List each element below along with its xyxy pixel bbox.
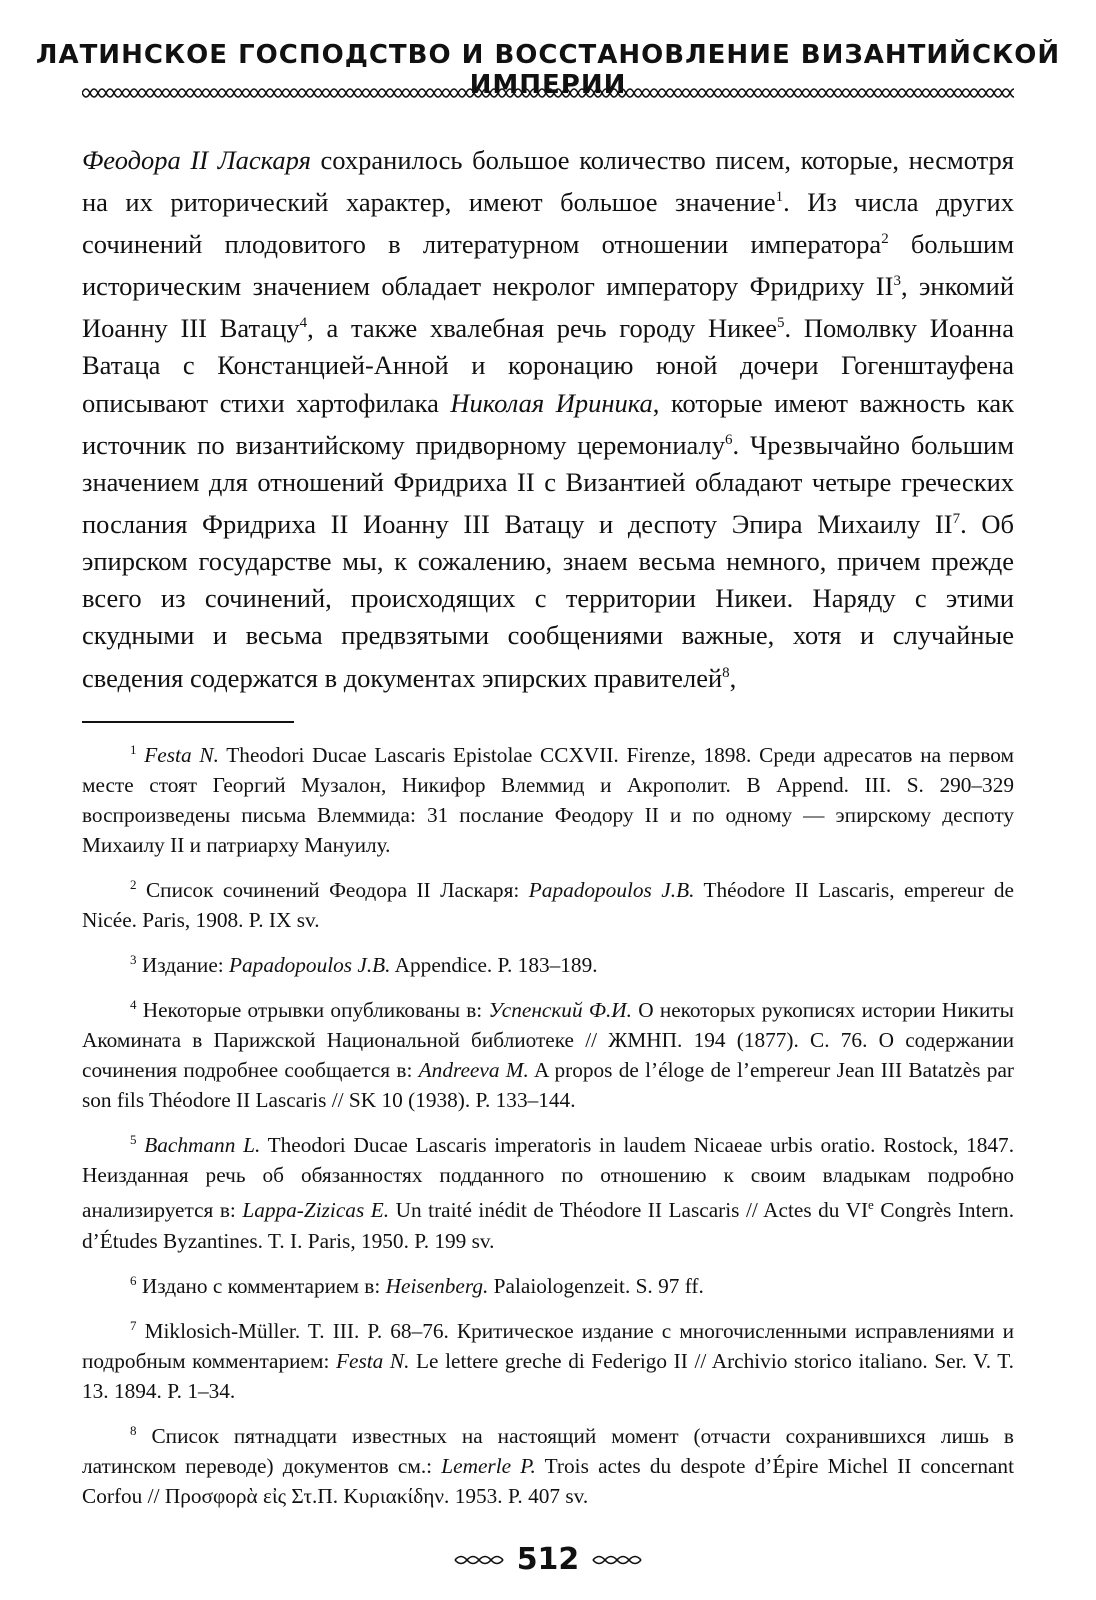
text-run: Список пятнадцати известных на настоящий момент (отчасти сохранившихся лишь в латинском переводе) документов см.: (82, 1423, 1014, 1478)
text-run: , которые имеют важность как источник по византийскому придворному церемониалу (82, 387, 1014, 460)
italic-text: Lemerle P. (441, 1453, 536, 1478)
text-run: . Чрезвычайно большим значением для отношений Фридриха II с Византией обладают четыре греческих послания Фридриха II Иоанну III Ватацу и деспоту Эпира Михаилу II (82, 429, 1014, 539)
text-run: . Из числа других сочинений плодовитого в литературном отношении императора (82, 187, 1014, 260)
footnote-1 (82, 735, 1014, 860)
text-run: Некоторые отрывки опубликованы в: (136, 998, 489, 1023)
note-ref: 1 (130, 742, 137, 757)
text-run: Théodore II Lascaris, empereur de Nicée. Paris, 1908. P. IX sv. (82, 878, 1014, 933)
text-run: A propos de l’éloge de l’empereur Jean III Batatzès par son fils Théodore II Lascaris // SK 10 (1938). P. 133–144. (82, 1058, 1014, 1113)
note-ref: 4 (130, 997, 137, 1013)
text-run: Список сочинений Феодора II Ласкаря: (136, 878, 529, 903)
footnote-7 (82, 1311, 1014, 1406)
italic-text: Lappa-Zizicas E. (242, 1198, 390, 1223)
text-run: большим историческим значением обладает некролог императору Фридриху II (82, 229, 1014, 302)
footnote-6 (82, 1266, 1014, 1301)
italic-text: Bachmann L. (144, 1133, 261, 1158)
text-run: Издание: (136, 953, 230, 978)
footnotes (82, 735, 1014, 1521)
main-paragraph (82, 142, 1014, 697)
folio-ornament-right (591, 1552, 643, 1568)
footnote-5 (82, 1125, 1014, 1255)
footnote-3 (82, 945, 1014, 980)
note-ref: 7 (130, 1317, 137, 1333)
folio-ornament-left (453, 1552, 505, 1568)
text-run: Le lettere greche di Federigo II // Archivio storico italiano. Ser. V. T. 13. 1894. P. 1–34. (82, 1348, 1014, 1403)
text-run: О некоторых рукописях истории Никиты Акомината в Парижской Национальной библиотеке // ЖМНП. 194 (1877). С. 76. О содержании сочинения подробнее сообщается в: (82, 998, 1014, 1083)
text-run: . Помолвку Иоанна Ватаца с Констанцией-Анной и коронацию юной дочери Гогенштауфена описывают стихи хартофилака (82, 313, 1014, 418)
note-ref: 3 (893, 273, 901, 290)
footnote-8 (82, 1416, 1014, 1511)
footnote-2 (82, 870, 1014, 935)
note-ref: 5 (777, 315, 785, 332)
note-ref: 2 (130, 877, 137, 893)
note-ref: 6 (130, 1272, 137, 1288)
text-run: , а также хвалебная речь городу Никее (307, 313, 778, 344)
footnote-4 (82, 990, 1014, 1115)
text-run: Theodori Ducae Lascaris imperatoris in laudem Nicaeae urbis oratio. Rostock, 1847. Неизданная речь об обязанностях подданного по отношению к своим владыкам подробно анализируется в: (82, 1133, 1015, 1223)
italic-text: Papadopoulos J.B. (528, 878, 695, 903)
italic-text: Festa N. (144, 743, 219, 768)
note-ref: 4 (299, 315, 308, 332)
text-run: Trois actes du despote d’Épire Michel II concernant Corfou // Προσφορὰ εἰς Στ.Π. Κυριακίδην. 1953. P. 407 sv. (82, 1453, 1014, 1508)
main-text (82, 142, 1014, 697)
note-ref: 6 (725, 431, 733, 448)
text-run: Palaiologenzeit. S. 97 ff. (488, 1273, 704, 1298)
text-run: Appendice. P. 183–189. (390, 953, 598, 978)
running-header-title: ЛАТИНСКОЕ ГОСПОДСТВО И ВОССТАНОВЛЕНИЕ ВИЗАНТИЙСКОЙ (35, 40, 1061, 70)
italic-text: Феодора II Ласкаря (82, 145, 311, 175)
italic-text: Успенский Ф.И. (488, 998, 632, 1023)
note-ref: e (868, 1197, 874, 1213)
italic-text: Andreeva M. (418, 1058, 529, 1083)
text-run: Congrès Intern. d’Études Byzantines. T. I. Paris, 1950. P. 199 sv. (82, 1198, 1015, 1253)
footnote-separator (82, 721, 294, 723)
italic-text: Festa N. (336, 1348, 410, 1373)
header-ornament-band (82, 84, 1014, 102)
note-ref: 3 (130, 952, 137, 968)
italic-text: Papadopoulos J.B. (229, 953, 391, 978)
text-run: Miklosich-Müller. T. III. P. 68–76. Критическое издание с многочисленными исправлениями и подробным комментарием: (82, 1318, 1014, 1373)
page-folio (0, 1542, 1096, 1577)
note-ref: 7 (952, 510, 961, 527)
note-ref: 2 (881, 231, 889, 248)
note-ref: 8 (722, 664, 730, 681)
text-run: . Об эпирском государстве мы, к сожалению, знаем весьма немного, причем прежде всего из сочинений, происходящих с территории Никеи. Наряду с этими скудными и весьма предвзятыми сообщениями важные, хотя и случайные сведения содержатся в документах эпирских правителей (82, 508, 1014, 693)
note-ref: 8 (130, 1422, 137, 1438)
italic-text: Николая Ириника (450, 387, 653, 418)
text-run: Un traité inédit de Théodore II Lascaris // Actes du VI (389, 1198, 869, 1223)
italic-text: Heisenberg. (385, 1273, 489, 1298)
note-ref: 5 (130, 1132, 137, 1148)
page-number: 512 (516, 1542, 580, 1577)
text-run: Издано с комментарием в: (136, 1273, 386, 1298)
text-run: сохранилось большое количество писем, которые, несмотря на их риторический характер, имеют большое значение (82, 145, 1014, 218)
text-run: , (729, 662, 737, 693)
note-ref: 1 (775, 189, 784, 206)
text-run: Theodori Ducae Lascaris Epistolae CCXVII. Firenze, 1898. Среди адресатов на первом месте стоят Георгий Музалон, Никифор Влеммид и Акрополит. В Append. III. S. 290–329 воспроизведены письма Влеммида: 31 послание Феодору II и по одному — эпирскому деспоту Михаилу II и патриарху Мануилу. (82, 743, 1014, 858)
text-run: , энкомий Иоанну III Ватацу (82, 271, 1015, 344)
